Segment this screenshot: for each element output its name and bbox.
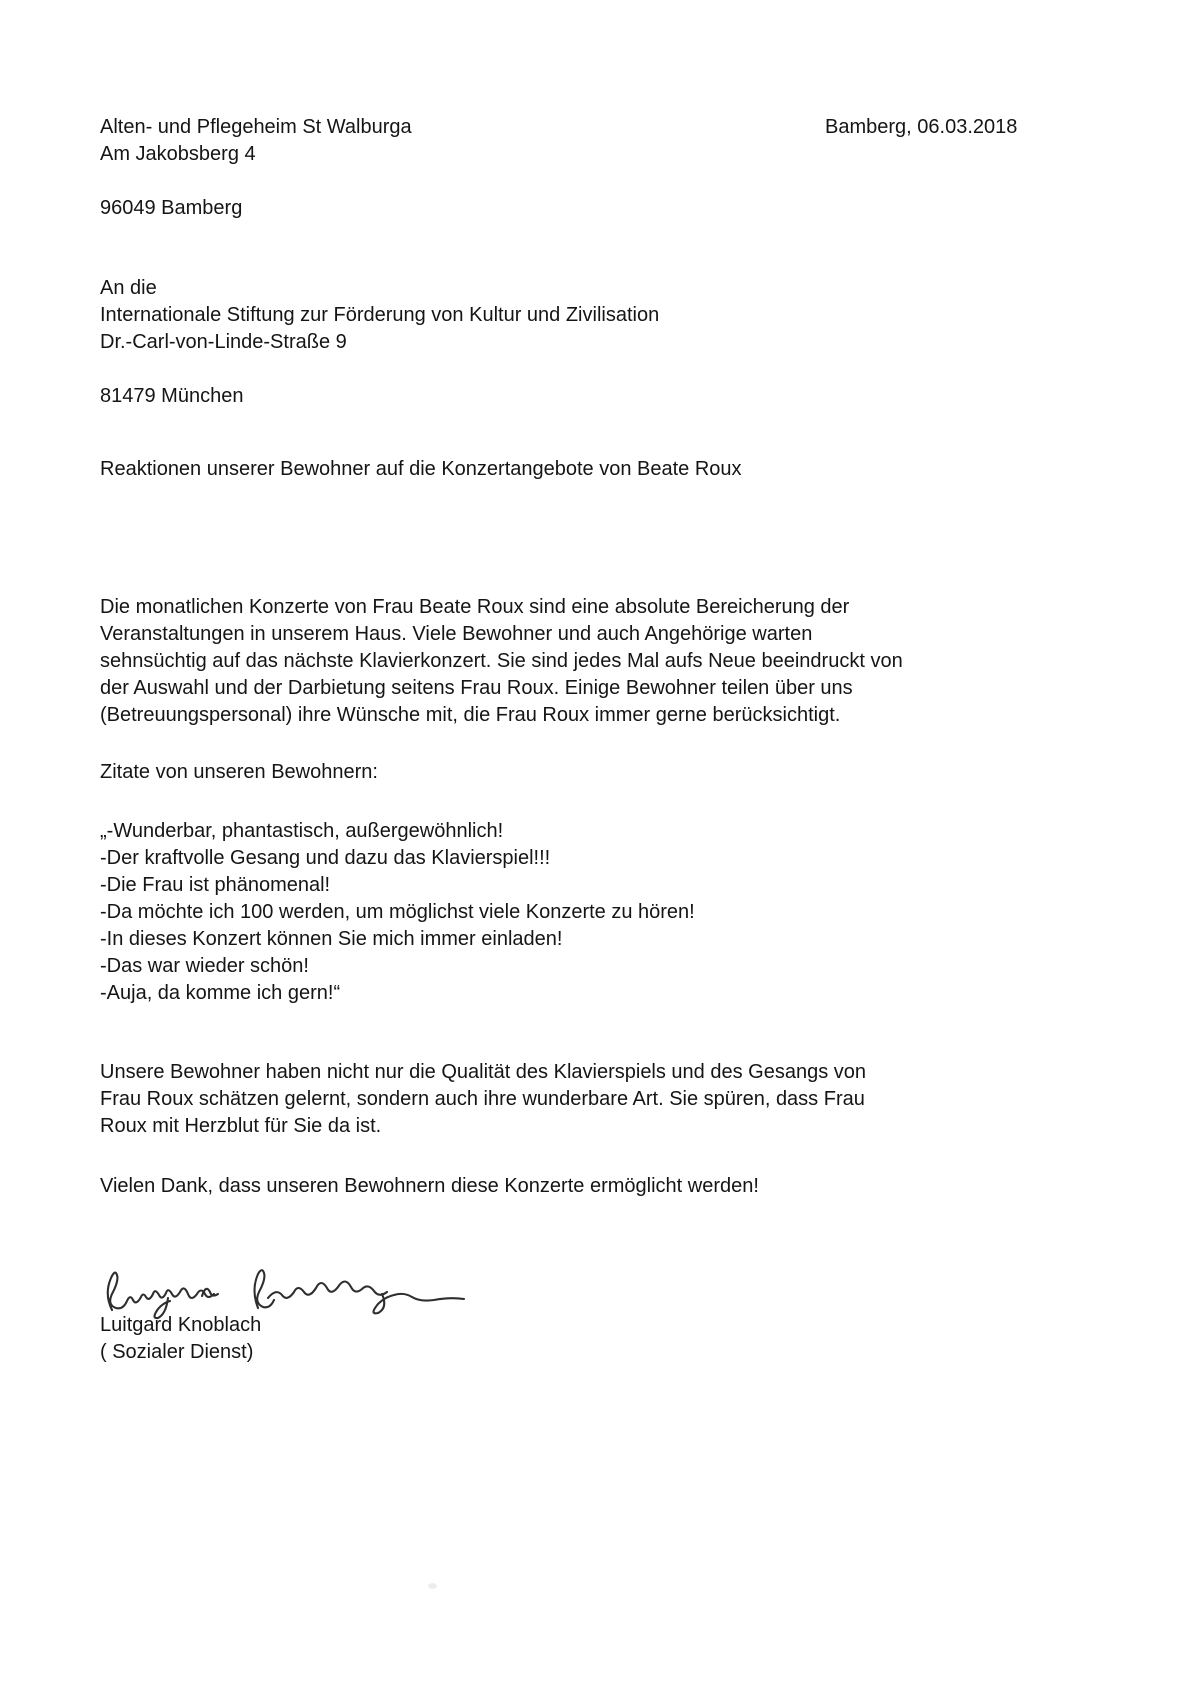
text-line: Veranstaltungen in unserem Haus. Viele Bewohner und auch Angehörige warten — [100, 623, 813, 645]
quotes-heading: Zitate von unseren Bewohnern: — [100, 761, 378, 783]
quotes-list — [100, 818, 695, 1007]
paragraph-2 — [100, 1059, 866, 1140]
recipient-city: 81479 München — [100, 385, 244, 407]
scan-artifact-speck — [428, 1583, 437, 1589]
recipient-organization: Internationale Stiftung zur Förderung von Kultur und Zivilisation — [100, 304, 660, 326]
subject-line: Reaktionen unserer Bewohner auf die Konzertangebote von Beate Roux — [100, 458, 742, 480]
text-line: -Der kraftvolle Gesang und dazu das Klavierspiel!!! — [100, 847, 551, 869]
text-line: Roux mit Herzblut für Sie da ist. — [100, 1115, 382, 1137]
date-line: Bamberg, 06.03.2018 — [825, 116, 1018, 138]
text-line: Unsere Bewohner haben nicht nur die Qualität des Klavierspiels und des Gesangs von — [100, 1061, 867, 1083]
sender-name: Alten- und Pflegeheim St Walburga — [100, 116, 412, 138]
sender-city: 96049 Bamberg — [100, 197, 243, 219]
text-line: -Die Frau ist phänomenal! — [100, 874, 331, 896]
text-line: „-Wunderbar, phantastisch, außergewöhnlich! — [100, 820, 504, 842]
text-line: -Da möchte ich 100 werden, um möglichst viele Konzerte zu hören! — [100, 901, 695, 923]
text-line: -In dieses Konzert können Sie mich immer einladen! — [100, 928, 563, 950]
paragraph-1 — [100, 594, 903, 729]
recipient-block — [100, 275, 659, 356]
text-line: (Betreuungspersonal) ihre Wünsche mit, die Frau Roux immer gerne berücksichtigt. — [100, 704, 841, 726]
sender-street: Am Jakobsberg 4 — [100, 143, 256, 165]
text-line: der Auswahl und der Darbietung seitens Frau Roux. Einige Bewohner teilen über uns — [100, 677, 853, 699]
recipient-salutation: An die — [100, 277, 157, 299]
text-line: sehnsüchtig auf das nächste Klavierkonzert. Sie sind jedes Mal aufs Neue beeindruckt von — [100, 650, 903, 672]
recipient-street: Dr.-Carl-von-Linde-Straße 9 — [100, 331, 347, 353]
text-line: -Das war wieder schön! — [100, 955, 309, 977]
text-line: -Auja, da komme ich gern!“ — [100, 982, 341, 1004]
signature-role: ( Sozialer Dienst) — [100, 1341, 254, 1363]
closing-line: Vielen Dank, dass unseren Bewohnern diese Konzerte ermöglicht werden! — [100, 1175, 759, 1197]
sender-block — [100, 114, 412, 168]
text-line: Frau Roux schätzen gelernt, sondern auch ihre wunderbare Art. Sie spüren, dass Frau — [100, 1088, 865, 1110]
signature-name: Luitgard Knoblach — [100, 1314, 262, 1336]
text-line: Die monatlichen Konzerte von Frau Beate Roux sind eine absolute Bereicherung der — [100, 596, 850, 618]
